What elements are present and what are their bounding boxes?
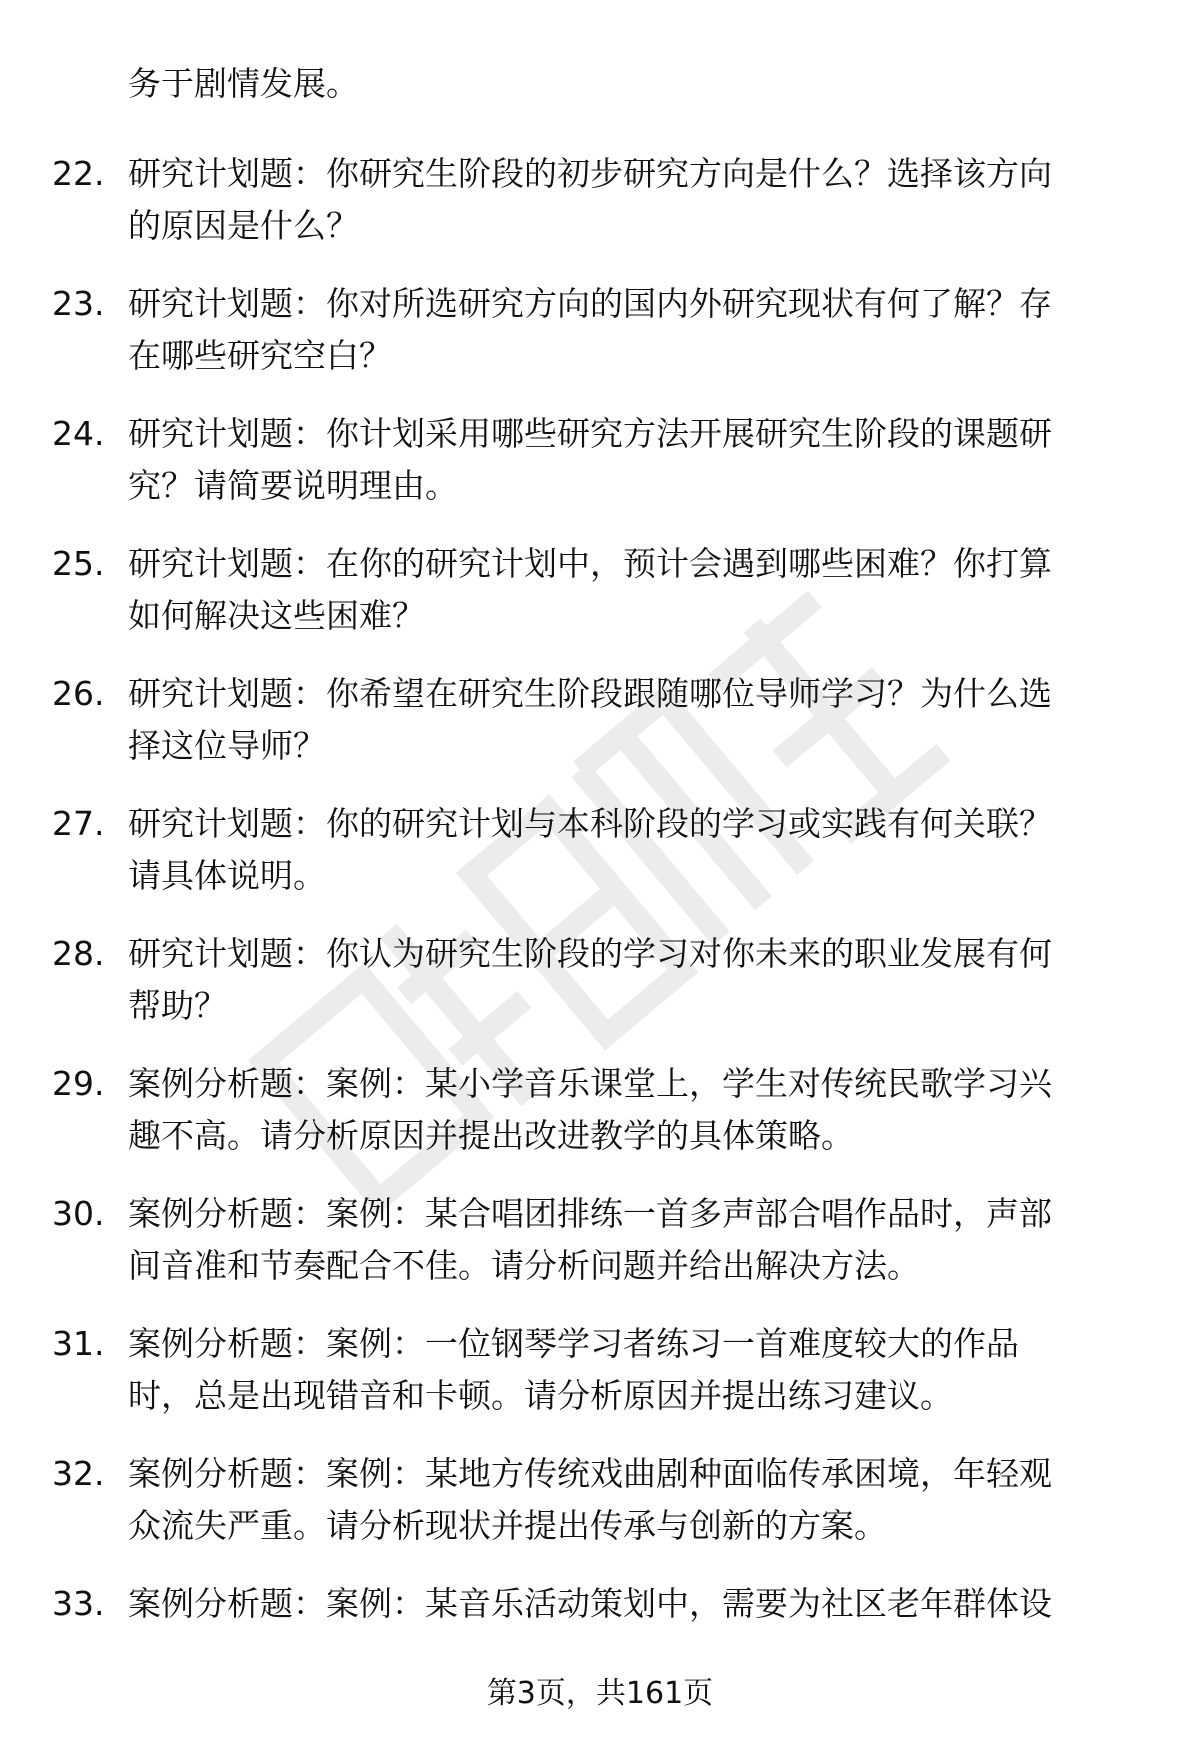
question-text — [128, 928, 1138, 1032]
question-text — [128, 278, 1138, 382]
question-text — [128, 148, 1138, 252]
question-item — [0, 278, 1200, 382]
question-number: 22. — [52, 154, 105, 193]
question-item — [0, 408, 1200, 512]
question-text — [128, 1318, 1138, 1422]
question-number: 25. — [52, 544, 105, 583]
question-text-line: 案例分析题：案例：某合唱团排练一首多声部合唱作品时，声部 — [128, 1194, 1052, 1233]
question-text-line: 研究计划题：你希望在研究生阶段跟随哪位导师学习？为什么选 — [128, 674, 1052, 713]
question-text-line: 究？请简要说明理由。 — [128, 466, 458, 505]
question-text-line: 研究计划题：你对所选研究方向的国内外研究现状有何了解？存 — [128, 284, 1052, 323]
question-text-line: 研究计划题：你认为研究生阶段的学习对你未来的职业发展有何 — [128, 934, 1052, 973]
question-text-line: 案例分析题：案例：某地方传统戏曲剧种面临传承困境，年轻观 — [128, 1454, 1052, 1493]
question-text-line: 时，总是出现错音和卡顿。请分析原因并提出练习建议。 — [128, 1376, 953, 1415]
question-text-line: 研究计划题：你的研究计划与本科阶段的学习或实践有何关联？ — [128, 804, 1052, 843]
question-text — [128, 798, 1138, 902]
question-item — [0, 148, 1200, 252]
question-text-line: 案例分析题：案例：一位钢琴学习者练习一首难度较大的作品 — [128, 1324, 1019, 1363]
question-item — [0, 538, 1200, 642]
question-item — [0, 1058, 1200, 1162]
question-text-line: 研究计划题：你研究生阶段的初步研究方向是什么？选择该方向 — [128, 154, 1052, 193]
question-item — [0, 1578, 1200, 1682]
question-text-line: 如何解决这些困难？ — [128, 596, 425, 635]
question-number: 31. — [52, 1324, 105, 1363]
question-item — [0, 1188, 1200, 1292]
question-text-line: 的原因是什么？ — [128, 206, 359, 245]
question-number: 27. — [52, 804, 105, 843]
continuation-text: 务于剧情发展。 — [128, 64, 359, 103]
question-item — [0, 668, 1200, 772]
question-number: 23. — [52, 284, 105, 323]
question-text-line: 择这位导师？ — [128, 726, 326, 765]
question-text-line: 研究计划题：你计划采用哪些研究方法开展研究生阶段的课题研 — [128, 414, 1052, 453]
question-number: 32. — [52, 1454, 105, 1493]
question-number: 30. — [52, 1194, 105, 1233]
question-item — [0, 1318, 1200, 1422]
question-list — [0, 148, 1200, 1708]
question-text — [128, 408, 1138, 512]
question-number: 33. — [52, 1584, 105, 1623]
question-item — [0, 928, 1200, 1032]
question-text-line: 趣不高。请分析原因并提出改进教学的具体策略。 — [128, 1116, 854, 1155]
question-text-line: 众流失严重。请分析现状并提出传承与创新的方案。 — [128, 1506, 887, 1545]
page-footer: 第3页，共161页 — [486, 1676, 714, 1711]
question-text-line: 间音准和节奏配合不佳。请分析问题并给出解决方法。 — [128, 1246, 920, 1285]
question-number: 28. — [52, 934, 105, 973]
question-text — [128, 538, 1138, 642]
question-text-line: 在哪些研究空白？ — [128, 336, 392, 375]
question-item — [0, 1448, 1200, 1552]
question-number: 24. — [52, 414, 105, 453]
question-text — [128, 668, 1138, 772]
question-text-line: 请具体说明。 — [128, 856, 326, 895]
question-text-line: 案例分析题：案例：某小学音乐课堂上，学生对传统民歌学习兴 — [128, 1064, 1052, 1103]
question-text-line: 案例分析题：案例：某音乐活动策划中，需要为社区老年群体设 — [128, 1584, 1052, 1623]
question-number: 29. — [52, 1064, 105, 1103]
question-item — [0, 798, 1200, 902]
question-text-line: 帮助？ — [128, 986, 227, 1025]
question-text-line: 研究计划题：在你的研究计划中，预计会遇到哪些困难？你打算 — [128, 544, 1052, 583]
question-text — [128, 1188, 1138, 1292]
question-text — [128, 1058, 1138, 1162]
question-text — [128, 1578, 1138, 1630]
question-number: 26. — [52, 674, 105, 713]
question-text — [128, 1448, 1138, 1552]
